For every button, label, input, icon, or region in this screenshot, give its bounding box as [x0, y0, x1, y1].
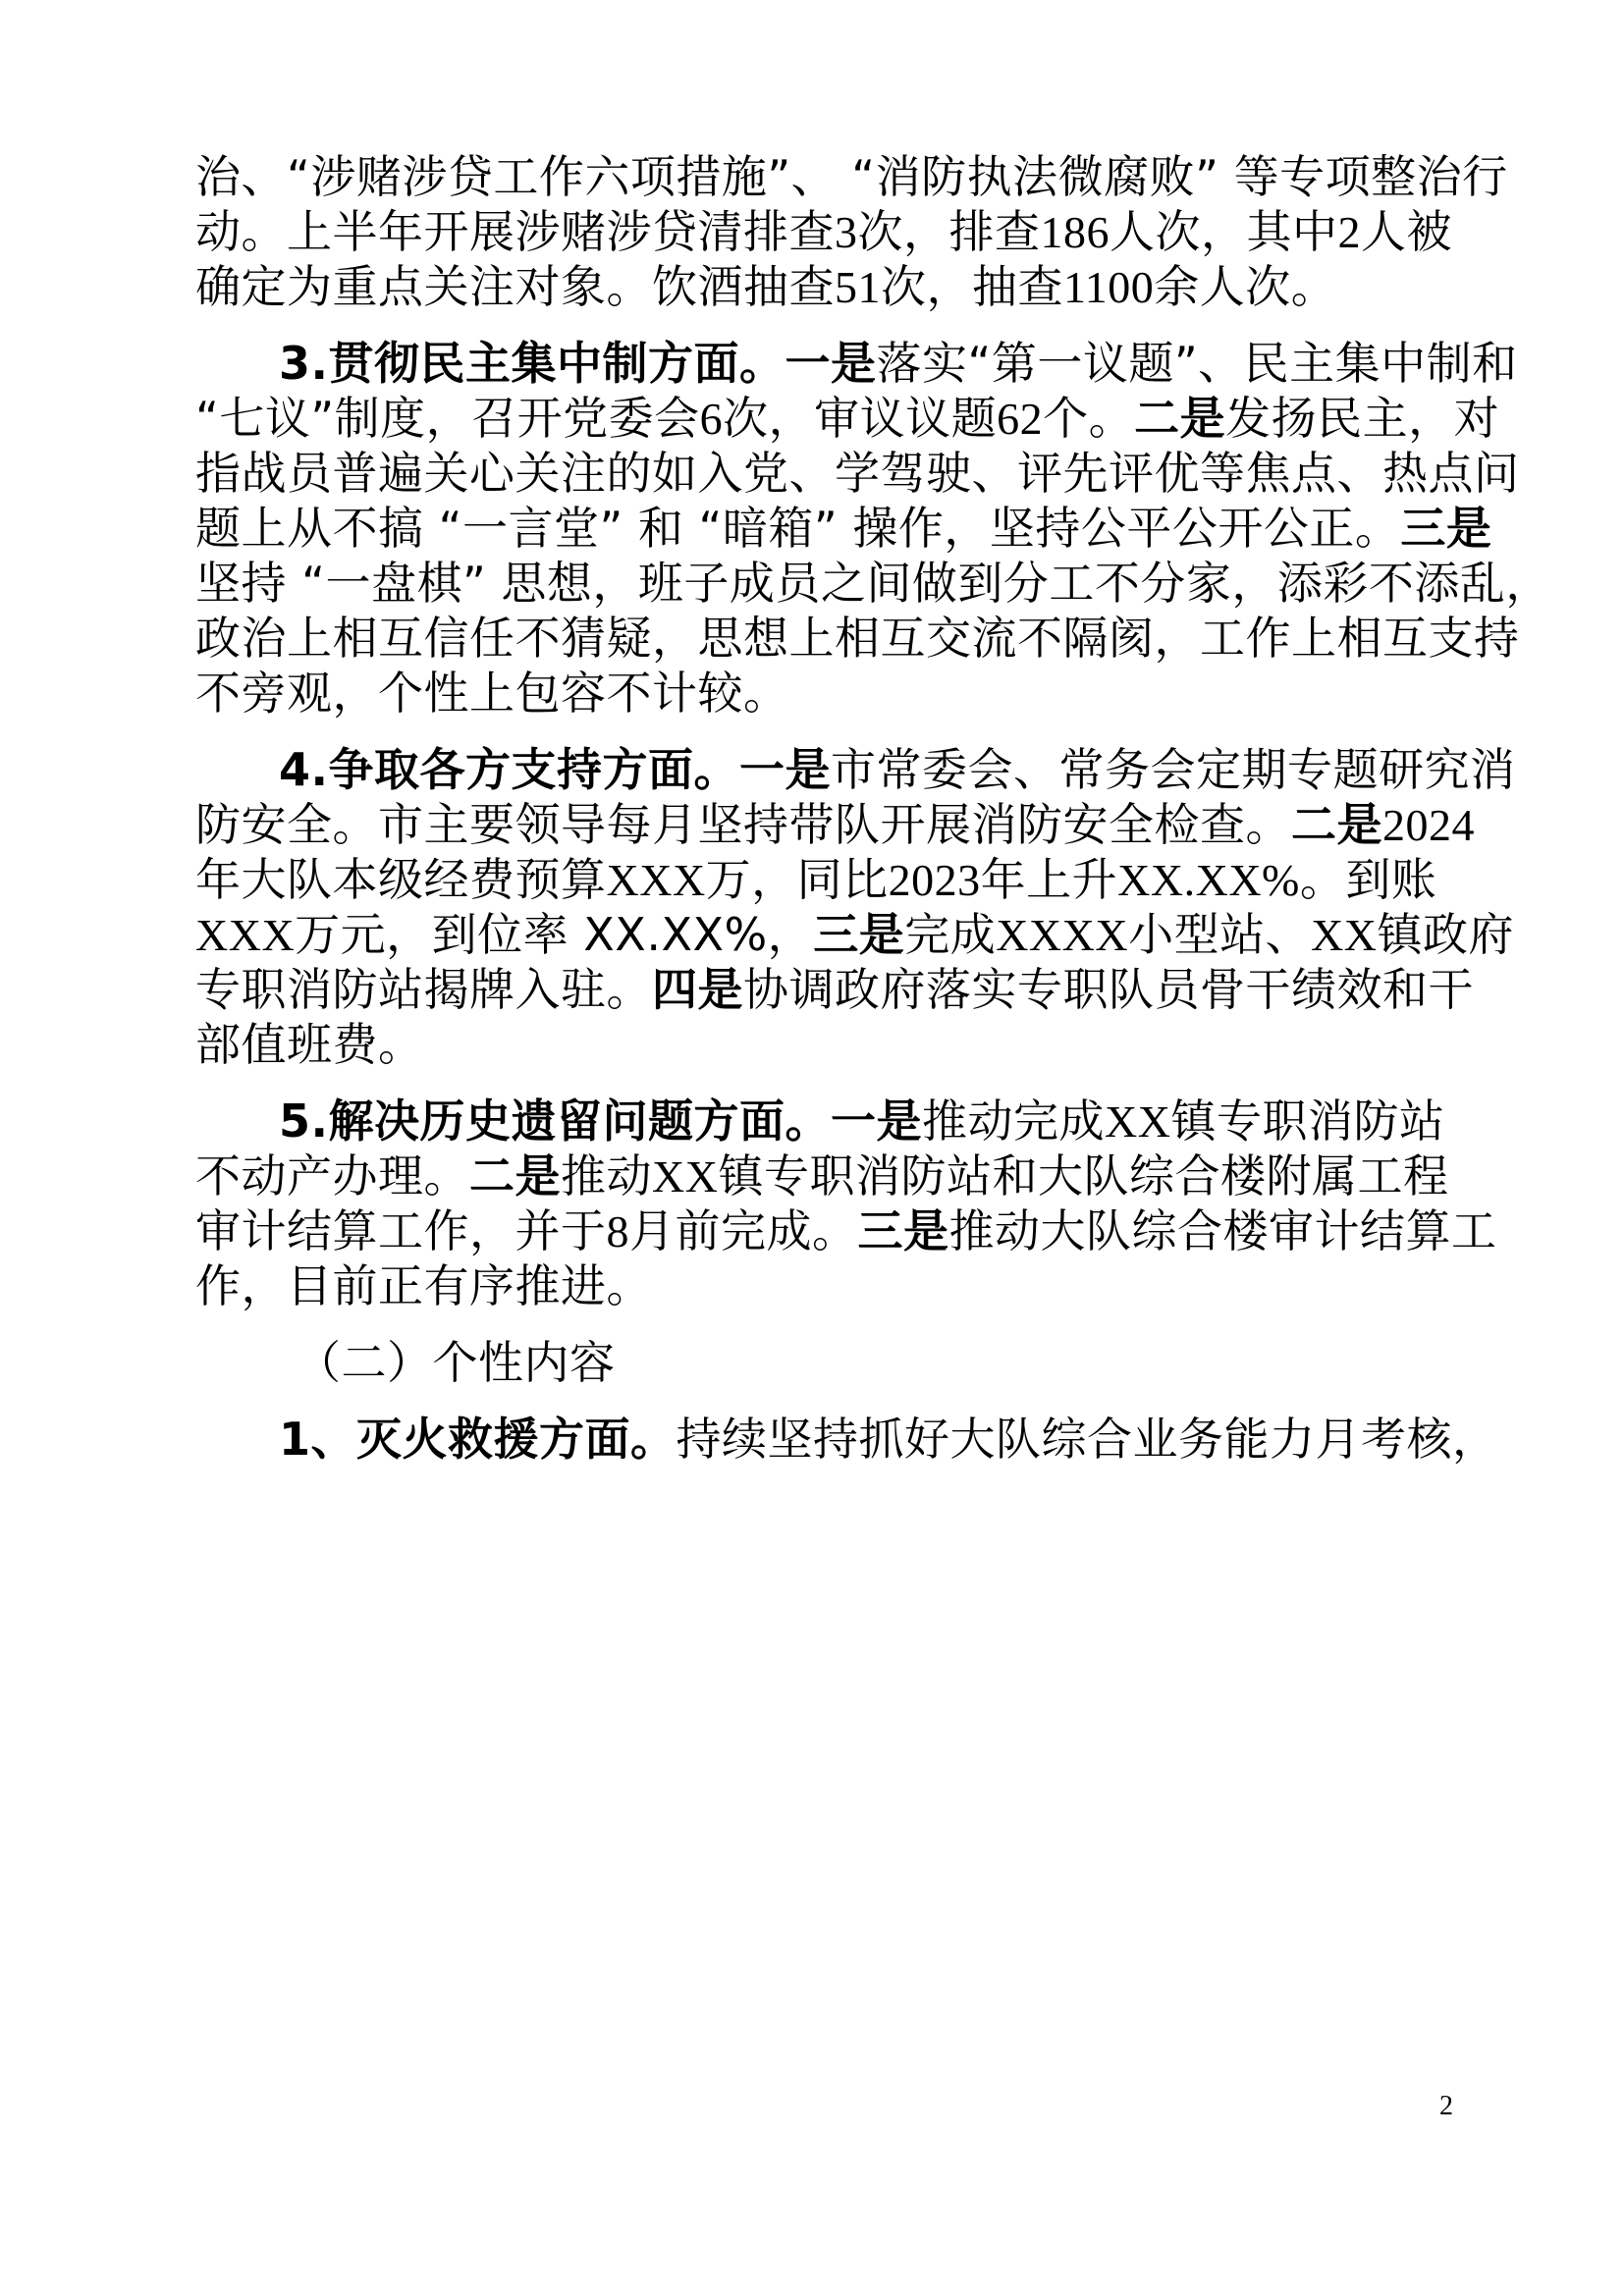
text-run: 次，审议议题: [723, 392, 998, 445]
text-run: 完成: [904, 908, 997, 961]
text-run: 题上从不搞 “一言堂” 和 “暗箱” 操作，坚持公平公开公正。: [195, 502, 1401, 555]
text-run: 部值班费。: [195, 1018, 424, 1071]
text-run: 推动大队综合楼审计结算工: [948, 1204, 1497, 1257]
text-line: [195, 499, 1492, 558]
text-run: 2024: [1382, 800, 1475, 850]
text-run: 推动: [561, 1149, 652, 1202]
text-run: 镇专职消防站: [1170, 1095, 1445, 1148]
text-run: 市常委会、常务会定期专题研究消: [830, 743, 1516, 796]
bold-text-run: 二是: [1291, 798, 1382, 851]
text-line: [195, 960, 1474, 1019]
text-run: 人被: [1361, 205, 1452, 258]
text-run: 不动产办理。: [195, 1149, 469, 1202]
text-run: 6: [699, 394, 724, 444]
text-line: [195, 202, 1452, 261]
text-line: [195, 1015, 1447, 1074]
text-run: 年大队本级经费预算: [195, 853, 607, 906]
bold-text-run: 一是: [738, 743, 831, 796]
text-line: [195, 1256, 1447, 1315]
text-line: [195, 1147, 1447, 1205]
text-line: [195, 444, 1520, 503]
text-run: 专职消防站揭牌入驻。: [195, 963, 652, 1016]
text-run: XX.XX%: [1117, 855, 1300, 905]
text-line: [195, 609, 1520, 667]
text-run: 1100: [1063, 262, 1155, 312]
bold-text-run: 三是: [1400, 502, 1492, 555]
text-run: 186: [1040, 207, 1110, 257]
text-run: 2: [1337, 207, 1361, 257]
text-run: XX: [1104, 1096, 1171, 1147]
text-run: 次，排查: [857, 205, 1041, 258]
text-run: 指战员普遍关心关注的如入党、学驾驶、评先评优等焦点、热点问: [195, 447, 1520, 500]
text-run: 协调政府落实专职队员骨干绩效和干: [743, 963, 1474, 1016]
text-run: 余人次。: [1154, 260, 1337, 313]
bold-text-run: 三是: [857, 1204, 949, 1257]
text-run: 镇政府: [1377, 908, 1515, 961]
text-run: 坚持 “一盘棋” 思想，班子成员之间做到分工不分家，添彩不添乱，: [195, 557, 1551, 610]
text-run: 万，同比: [705, 853, 889, 906]
text-run: 政治上相互信任不猜疑，思想上相互交流不隔阂，工作上相互支持: [195, 612, 1520, 665]
text-line: [195, 554, 1551, 613]
text-line: [195, 664, 1447, 722]
bold-text-run: 1、灭火救援方面。: [279, 1413, 677, 1466]
text-run: XX: [652, 1151, 719, 1201]
text-line: [195, 389, 1500, 448]
bold-text-run: 四是: [652, 963, 743, 1016]
text-run: 治、“涉赌涉贷工作六项措施”、 “消防执法微腐败” 等专项整治行: [195, 150, 1508, 203]
text-run: 防安全。市主要领导每月坚持带队开展消防安全检查。: [195, 798, 1291, 851]
text-run: XXXX: [996, 910, 1129, 960]
text-line: [195, 795, 1475, 854]
text-line: [296, 1333, 1547, 1392]
bold-text-run: 一是: [830, 1095, 922, 1148]
text-line: [195, 1201, 1497, 1260]
text-line: [195, 147, 1508, 206]
text-run: 个。: [1043, 392, 1135, 445]
bold-text-run: 一是: [785, 337, 877, 390]
text-run: 62: [997, 394, 1044, 444]
text-run: 人次，其中: [1110, 205, 1338, 258]
text-run: 次，抽查: [881, 260, 1063, 313]
text-run: 审计结算工作，并于: [195, 1204, 607, 1257]
text-run: 作，目前正有序推进。: [195, 1259, 652, 1312]
text-run: 2023: [888, 855, 981, 905]
text-run: 年上升: [980, 853, 1118, 906]
text-run: 落实“第一议题”、民主集中制和: [876, 337, 1518, 390]
text-run: XXX: [606, 855, 706, 905]
text-run: 。到账: [1299, 853, 1437, 906]
text-run: 推动完成: [921, 1095, 1105, 1148]
text-line: [279, 334, 1531, 393]
text-line: [195, 257, 1447, 316]
bold-text-run: 3.贯彻民主集中制方面。: [279, 337, 785, 390]
text-line: [279, 740, 1531, 799]
text-run: XXX: [195, 910, 296, 960]
text-line: [279, 1410, 1531, 1468]
text-run: 持续坚持抓好大队综合业务能力月考核，: [676, 1413, 1498, 1466]
text-run: 确定为重点关注对象。饮酒抽查: [195, 260, 835, 313]
bold-text-run: 4.争取各方支持方面。: [279, 743, 739, 796]
text-line: [279, 1092, 1531, 1150]
text-run: XX: [1311, 910, 1378, 960]
text-run: 51: [835, 262, 881, 312]
text-line: [195, 905, 1515, 964]
bold-text-run: 5.解决历史遗留问题方面。: [279, 1095, 831, 1148]
text-run: 月前完成。: [629, 1204, 858, 1257]
text-run: 8: [606, 1206, 629, 1256]
text-run: 发扬民主，对: [1225, 392, 1500, 445]
bold-text-run: 二是: [1134, 392, 1226, 445]
text-run: 动。上半年开展涉赌涉贷清排查: [195, 205, 835, 258]
text-run: 不旁观，个性上包容不计较。: [195, 667, 789, 720]
bold-text-run: 二是: [469, 1149, 561, 1202]
text-run: “七议”制度，召开党委会: [195, 392, 700, 445]
text-run: 镇专职消防站和大队综合楼附属工程: [718, 1149, 1449, 1202]
text-run: 3: [835, 207, 858, 257]
text-run: 万元，到位率 XX.XX%，: [295, 908, 814, 961]
text-run: 小型站、: [1128, 908, 1312, 961]
text-line: [195, 850, 1447, 909]
bold-text-run: 三是: [813, 908, 905, 961]
page-number: 2: [1439, 2091, 1453, 2121]
text-run: （二）个性内容: [296, 1336, 616, 1389]
